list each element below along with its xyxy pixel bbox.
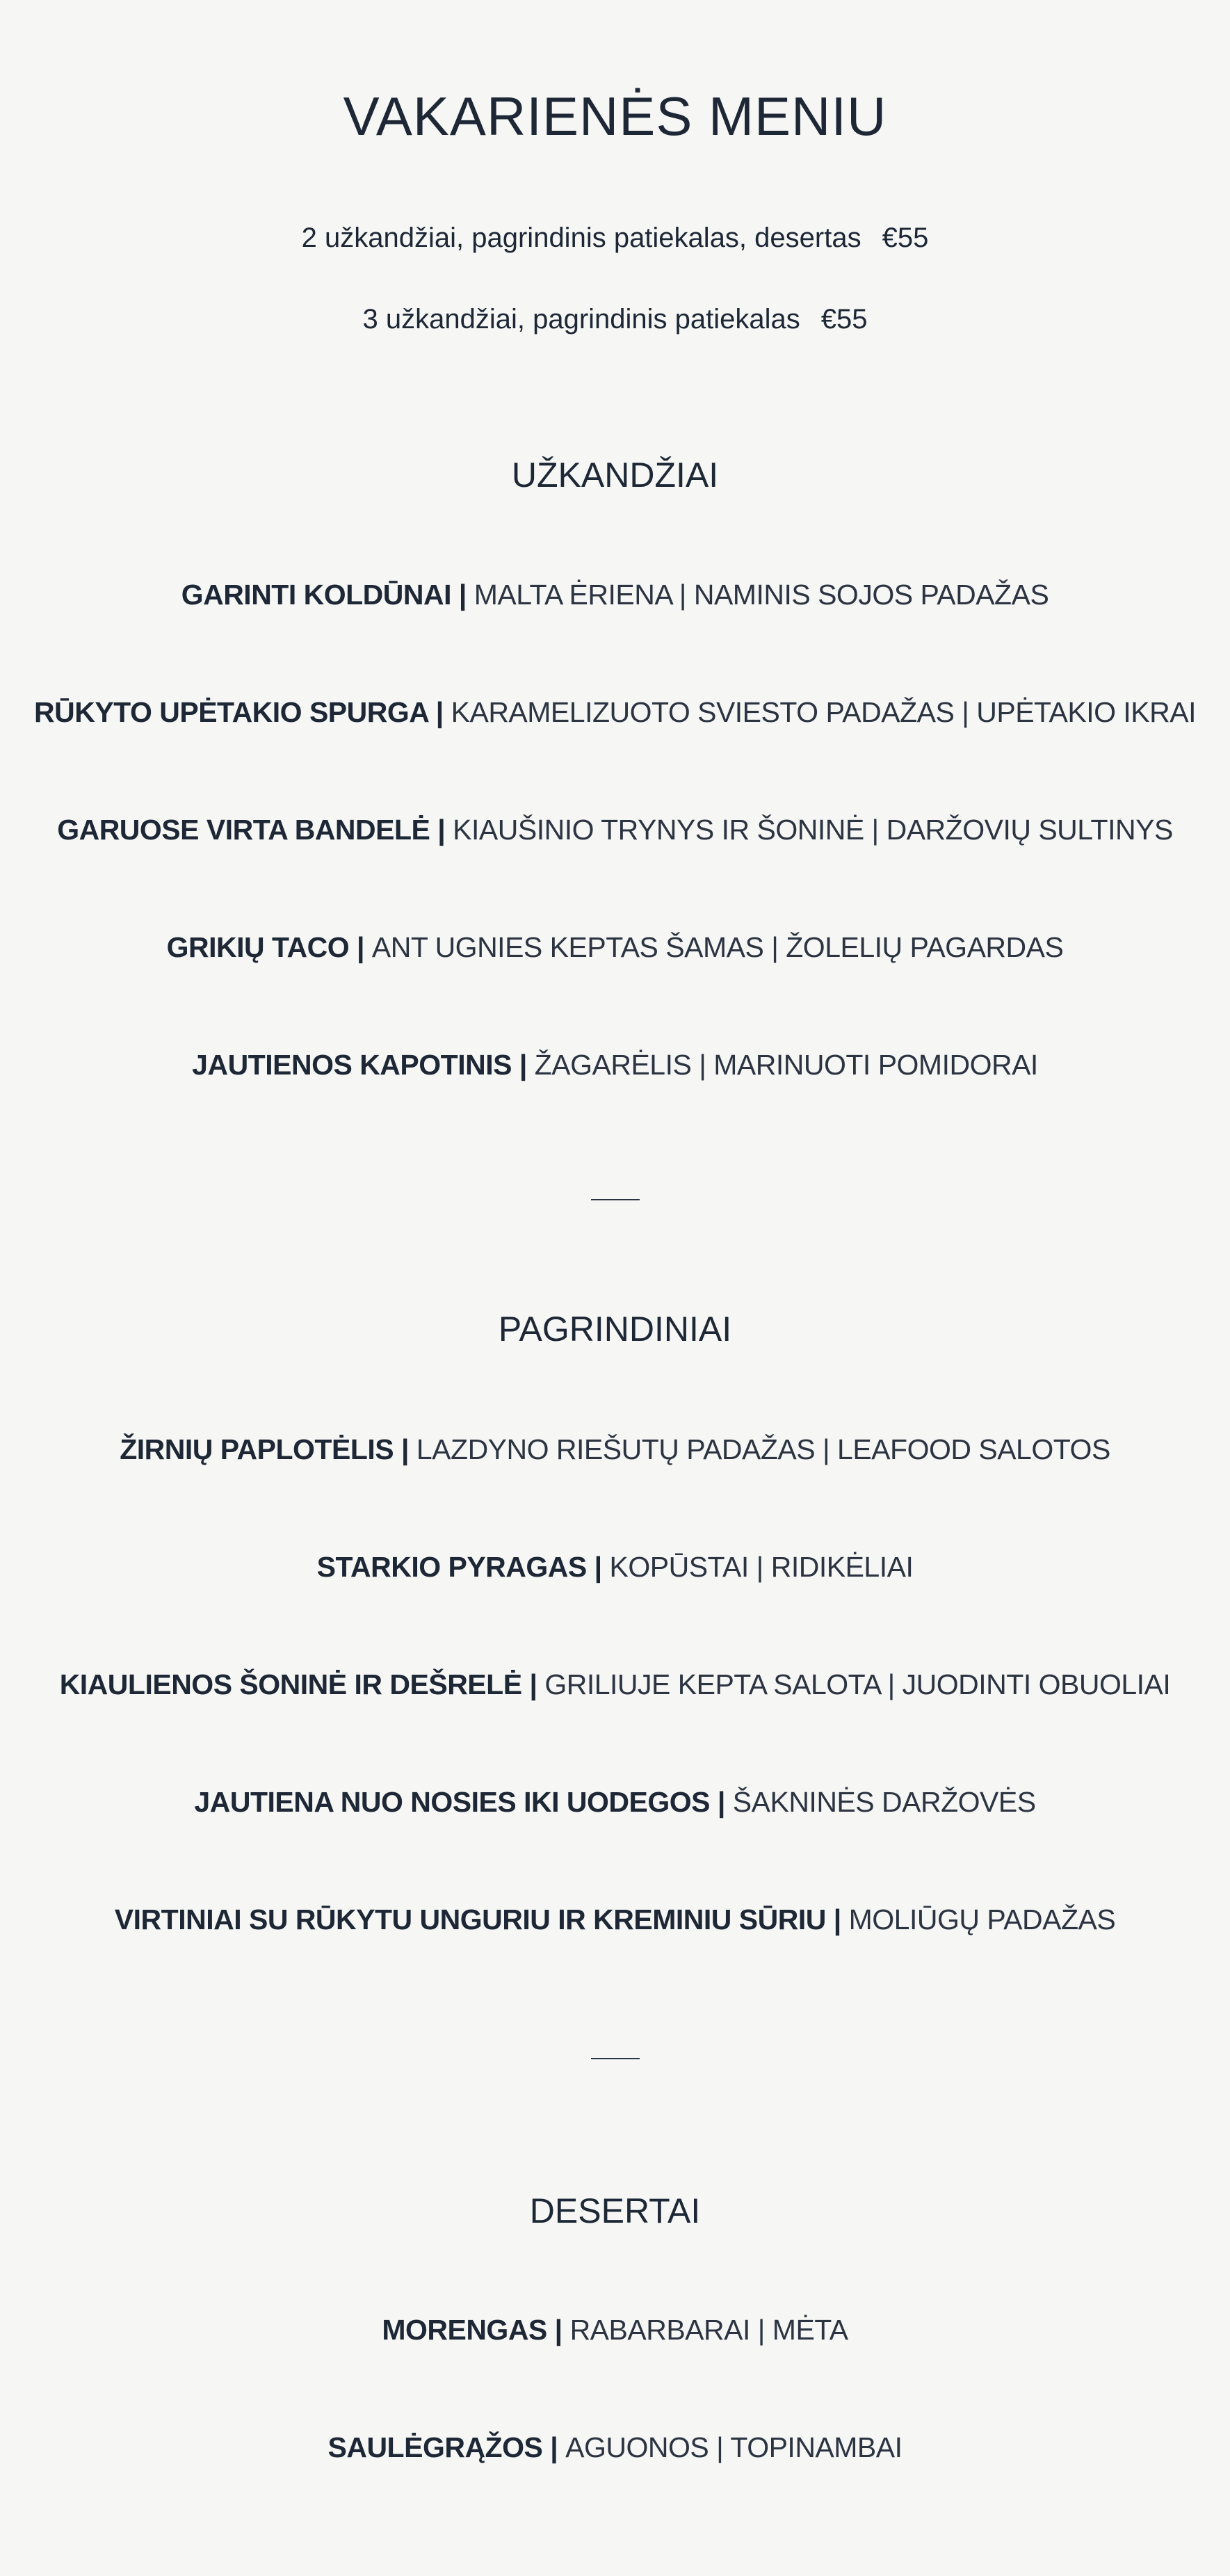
dish-name: SAULĖGRĄŽOS |: [327, 2431, 558, 2463]
dish-description: KARAMELIZUOTO SVIESTO PADAŽAS | UPĖTAKIO IKRAI: [451, 696, 1196, 728]
section-title-mains: PAGRINDINIAI: [498, 1310, 732, 1349]
price-option-2: [0, 304, 1230, 335]
dish-item: [0, 2431, 1230, 2464]
dish-item: [0, 1668, 1230, 1701]
price-option-1: [0, 223, 1230, 254]
dish-item: [0, 1433, 1230, 1466]
dish-name: JAUTIENA NUO NOSIES IKI UODEGOS |: [194, 1786, 725, 1818]
dish-name: GARINTI KOLDŪNAI |: [181, 579, 467, 611]
dish-name: RŪKYTO UPĖTAKIO SPURGA |: [34, 696, 444, 728]
dish-name: VIRTINIAI SU RŪKYTU UNGURIU IR KREMINIU SŪRIU |: [114, 1903, 841, 1935]
dish-description: GRILIUJE KEPTA SALOTA | JUODINTI OBUOLIAI: [544, 1668, 1171, 1700]
dish-description: RABARBARAI | MĖTA: [569, 2314, 848, 2346]
price-option-value: €55: [882, 223, 929, 253]
section-title-starters: UŽKANDŽIAI: [511, 456, 719, 494]
dish-name: JAUTIENOS KAPOTINIS |: [192, 1049, 527, 1081]
dish-name: GRIKIŲ TACO |: [166, 931, 365, 963]
dish-item: [0, 579, 1230, 611]
dish-description: ANT UGNIES KEPTAS ŠAMAS | ŽOLELIŲ PAGARDAS: [371, 931, 1064, 963]
dish-description: LAZDYNO RIEŠUTŲ PADAŽAS | LEAFOOD SALOTOS: [416, 1433, 1110, 1465]
dish-description: KIAUŠINIO TRYNYS IR ŠONINĖ | DARŽOVIŲ SULTINYS: [453, 814, 1173, 846]
dish-item: [0, 696, 1230, 729]
section-divider: [591, 2058, 640, 2059]
dish-item: [0, 1786, 1230, 1819]
dish-description: MOLIŪGŲ PADAŽAS: [848, 1903, 1116, 1935]
price-option-value: €55: [820, 304, 868, 335]
dish-description: KOPŪSTAI | RIDIKĖLIAI: [609, 1551, 914, 1583]
price-option-label: 3 užkandžiai, pagrindinis patiekalas: [362, 304, 800, 335]
dish-description: AGUONOS | TOPINAMBAI: [565, 2431, 903, 2463]
dish-item: [0, 1903, 1230, 1936]
dish-item: [0, 1551, 1230, 1584]
dish-name: KIAULIENOS ŠONINĖ IR DEŠRELĖ |: [59, 1668, 537, 1700]
dish-name: MORENGAS |: [382, 2314, 563, 2346]
dish-name: GARUOSE VIRTA BANDELĖ |: [57, 814, 446, 846]
dish-name: ŽIRNIŲ PAPLOTĖLIS |: [120, 1433, 409, 1465]
menu-title: VAKARIENĖS MENIU: [343, 86, 887, 147]
section-title-desserts: DESERTAI: [529, 2191, 701, 2230]
dish-description: MALTA ĖRIENA | NAMINIS SOJOS PADAŽAS: [474, 579, 1049, 611]
price-option-label: 2 užkandžiai, pagrindinis patiekalas, desertas: [301, 223, 861, 253]
dish-name: STARKIO PYRAGAS |: [316, 1551, 602, 1583]
dish-description: ŽAGARĖLIS | MARINUOTI POMIDORAI: [534, 1049, 1038, 1081]
dish-item: [0, 1049, 1230, 1081]
dish-item: [0, 814, 1230, 846]
dish-item: [0, 2314, 1230, 2346]
section-divider: [591, 1199, 640, 1200]
dish-description: ŠAKNINĖS DARŽOVĖS: [732, 1786, 1036, 1818]
dish-item: [0, 931, 1230, 964]
